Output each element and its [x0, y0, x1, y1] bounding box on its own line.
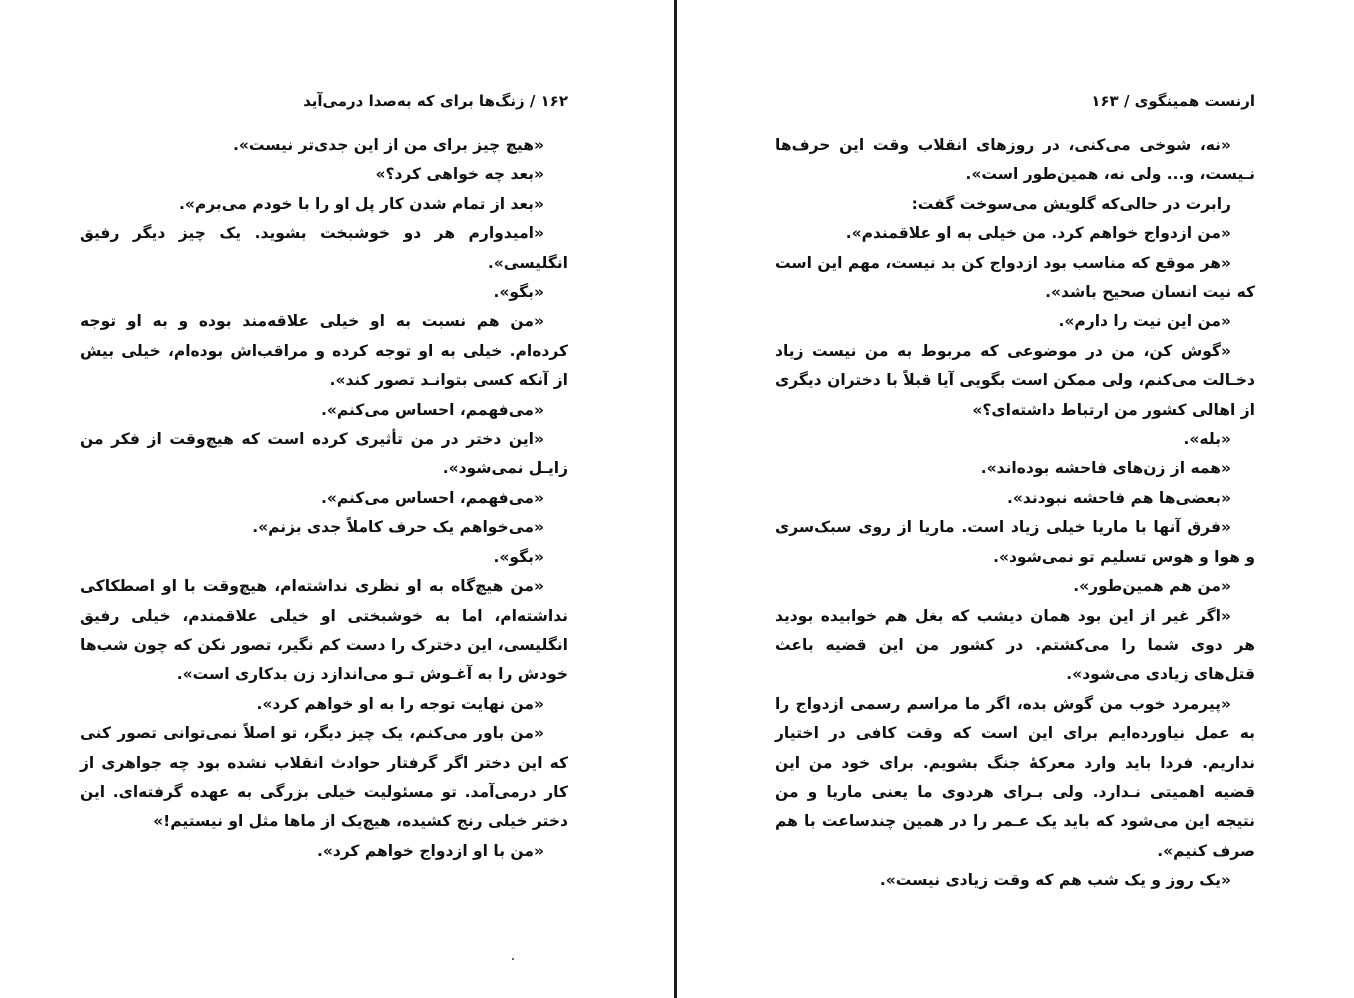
left-page — [80, 0, 568, 998]
paragraph: «این دختر در من تأثیری کرده است که هیچ‌وقت از فکر من زایـل نمی‌شود». — [80, 430, 568, 478]
paragraph: «پیرمرد خوب من گوش بده، اگر ما مراسم رسمی ازدواج را به عمل نیاورده‌ایم برای این است که وقت کافی در اختیار نداریم. فردا باید وارد معرکهٔ جنگ بشویم. برای خود من این قضیه اهمیتی نـدارد. ولی بـرای هردوی ما یعنی ماریا و من نتیجه این می‌شود که باید یک عـمر را در همین چندساعت با هم صرف کنیم». — [775, 694, 1255, 860]
paragraph: «بعد از تمام شدن کار پل او را با خودم می‌برم». — [179, 194, 544, 213]
paragraph: «من ازدواج خواهم کرد. من خیلی به او علاقمندم». — [845, 224, 1231, 243]
paragraph: «هر موقع که مناسب بود ازدواج کن بد نیست، مهم این است که نیت انسان صحیح باشد». — [775, 253, 1255, 302]
paragraph: «هیچ چیز برای من از این جدی‌تر نیست». — [232, 136, 544, 154]
page-mark — [512, 958, 514, 960]
paragraph: «گوش کن، من در موضوعی که مربوط به من نیست زیاد دخـالت می‌کنم، ولی ممکن است بگویی آیا قبلاً با دختران دیگری از اهالی کشور من ارتباط داشته‌ای؟» — [775, 341, 1255, 419]
paragraph: «من نهایت توجه را به او خواهم کرد». — [256, 694, 544, 713]
paragraph: «بعضی‌ها هم فاحشه نبودند». — [1006, 488, 1231, 507]
paragraph: «بله». — [1183, 430, 1231, 449]
paragraph: «بعد چه خواهی کرد؟» — [375, 165, 544, 184]
right-page-body — [775, 131, 1255, 896]
paragraph: «می‌فهمم، احساس می‌کنم». — [320, 400, 544, 419]
right-page-header: ارنست همینگوی / ۱۶۳ — [1091, 92, 1255, 110]
paragraph: «من باور می‌کنم، یک چیز دیگر، تو اصلاً نمی‌توانی تصور کنی که این دختر اگر گرفتار حوادث انقلاب نشده بود چه جواهری از کار درمی‌آمد. تو مسئولیت خیلی بزرگی به عهده گرفته‌ای. این دختر خیلی رنج کشیده، هیچ‌یک از ماها مثل او نیستیم!» — [80, 724, 568, 831]
paragraph: «نه، شوخی می‌کنی، در روزهای انقلاب وقت این حرف‌ها نـیست، و... ولی نه، همین‌طور است». — [775, 136, 1255, 184]
paragraph: «بگو». — [493, 283, 544, 302]
paragraph: «بگو». — [493, 547, 544, 566]
paragraph: «امیدوارم هر دو خوشبخت بشوید. یک چیز دیگر رفیق انگلیسی». — [80, 224, 568, 272]
paragraph: «همه از زن‌های فاحشه بوده‌اند». — [980, 459, 1231, 478]
paragraph: «من هیچ‌گاه به او نظری نداشته‌ام، هیچ‌وقت با او اصطکاکی نداشته‌ام، اما به خوشبختی او خیلی علاقمندم، خیلی رفیق انگلیسی، این دخترک را دست کم نگیر، تصور نکن که چون شب‌ها خودش را به آغـوش تـو می‌اندازد زن بدکاری است». — [80, 577, 568, 684]
paragraph: «من هم همین‌طور». — [1073, 577, 1231, 596]
paragraph: «فرق آنها با ماریا خیلی زیاد است. ماریا از روی سبک‌سری و هوا و هوس تسلیم تو نمی‌شود». — [775, 518, 1255, 566]
paragraph: «من این نیت را دارم». — [1058, 312, 1231, 331]
paragraph: «اگر غیر از این بود همان دیشب که بغل هم خوابیده بودید هر دوی شما را می‌کشتم. در کشور من این قضیه باعث قتل‌های زیادی می‌شود». — [775, 606, 1255, 684]
book-gutter — [674, 0, 677, 998]
paragraph: «می‌خواهم یک حرف کاملاً جدی بزنم». — [252, 518, 544, 537]
left-page-header: ۱۶۲ / زنگ‌ها برای که به‌صدا درمی‌آید — [303, 92, 568, 110]
paragraph: رابرت در حالی‌که گلویش می‌سوخت گفت: — [911, 194, 1231, 213]
left-page-body — [80, 131, 568, 866]
right-page — [775, 0, 1255, 998]
paragraph: «یک روز و یک شب هم که وقت زیادی نیست». — [879, 871, 1231, 890]
paragraph: «می‌فهمم، احساس می‌کنم». — [320, 488, 544, 507]
paragraph: «من هم نسبت به او خیلی علاقه‌مند بوده و به او توجه کرده‌ام. خیلی به او توجه کرده و مراقب‌اش بوده‌ام، خیلی بیش از آنکه کسی بتوانـد تصور کند». — [80, 312, 568, 390]
paragraph: «من با او ازدواج خواهم کرد». — [316, 841, 544, 860]
